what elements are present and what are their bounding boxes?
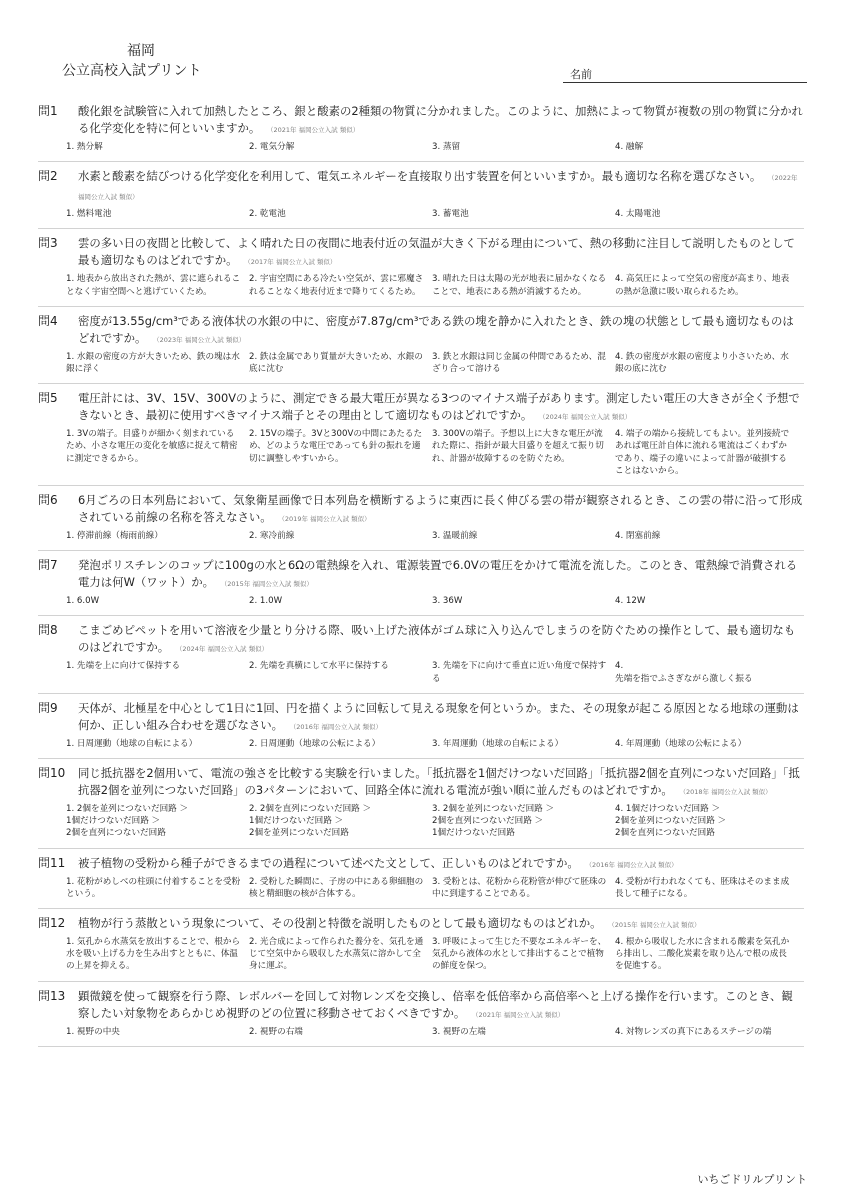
answer-option[interactable]: 4. 閉塞前線 — [615, 531, 661, 542]
question-body: 被子植物の受粉から種子ができるまでの過程について述べた文として、正しいものはどれですか。 — [78, 855, 579, 870]
answer-option[interactable]: 4. 根から吸収した水に含まれる酸素を気孔から排出し、二酸化炭素を取り込んで根の成長を促進する。 — [615, 937, 790, 972]
question-source: （2016年 福岡公立入試 類似） — [588, 860, 678, 869]
answer-option[interactable]: 4. 1個だけつないだ回路 ＞ 2個を並列につないだ回路 ＞ 2個を直列につないだ回路 — [615, 804, 727, 839]
question-text — [78, 313, 804, 349]
answer-option[interactable]: 2. 鉄は金属であり質量が大きいため、水銀の底に沈む — [249, 351, 423, 375]
question-number: 問10 — [38, 766, 66, 781]
answer-option[interactable]: 3. 鉄と水銀は同じ金属の仲間であるため、混ざり合って溶ける — [432, 351, 606, 375]
question-header — [38, 313, 804, 349]
question-header — [38, 988, 804, 1024]
question-source: （2017年 福岡公立入試 類似） — [247, 258, 337, 267]
question-source: （2018年 福岡公立入試 類似） — [682, 788, 772, 797]
answer-option[interactable]: 2. 受粉した瞬間に、子房の中にある卵細胞の核と精細胞の核が合体する。 — [249, 876, 424, 899]
question-number: 問3 — [38, 236, 58, 251]
question-text — [78, 557, 804, 593]
question-number: 問6 — [38, 493, 58, 508]
question-number: 問9 — [38, 700, 58, 715]
question-body: 酸化銀を試験管に入れて加熱したところ、銀と酸素の2種類の物質に分かれました。このように、加熱によって物質が複数の別の物質に分かれる化学変化を特に何といいますか。 — [78, 104, 803, 135]
answer-option[interactable]: 2. 1.0W — [249, 596, 283, 607]
answer-option[interactable]: 1. 花粉がめしべの柱頭に付着することを受粉という。 — [66, 876, 241, 899]
answer-option[interactable]: 1. 6.0W — [66, 596, 100, 607]
question-header — [38, 765, 804, 801]
question-text — [78, 235, 804, 271]
question-number: 問7 — [38, 558, 58, 573]
answer-options — [66, 595, 804, 607]
answer-option[interactable]: 2. 先端を真横にして水平に保持する — [249, 661, 389, 672]
question-source: （2021年 福岡公立入試 類似） — [475, 1010, 565, 1019]
answer-options — [66, 1026, 804, 1038]
answer-option[interactable]: 3. 先端を下に向けて垂直に近い角度で保持する — [432, 661, 607, 684]
name-input-line[interactable] — [563, 82, 807, 83]
header-prefecture: 福岡 — [127, 43, 155, 59]
question-body: 電圧計には、3V、15V、300Vのように、測定できる最大電圧が異なる3つのマイナス端子があります。測定したい電圧の大きさが全く予想できないとき、最初に使用すべきマイナス端子とその理由として適切なものはどれですか。 — [78, 391, 800, 423]
answer-option[interactable]: 1. 日周運動（地球の自転による） — [66, 738, 198, 749]
answer-option[interactable]: 2. 寒冷前線 — [249, 531, 295, 542]
question-block — [38, 97, 804, 162]
question-source: （2015年 福岡公立入試 類似） — [224, 580, 313, 589]
question-text — [78, 492, 804, 528]
question-header — [38, 855, 804, 874]
question-body: 同じ抵抗器を2個用いて、電流の強さを比較する実験を行いました。「抵抗器を1個だけつないだ回路」「抵抗器2個を直列につないだ回路」「抵抗器2個を並列につないだ回路」の3パターンにおいて、回路全体に流れる電流が強い順に並んだものはどれですか。 — [78, 766, 800, 798]
question-block — [38, 384, 804, 486]
answer-options — [66, 208, 804, 220]
question-text — [78, 765, 804, 801]
answer-option[interactable]: 1. 視野の中央 — [66, 1026, 120, 1037]
answer-option[interactable]: 2. 視野の右端 — [249, 1026, 303, 1037]
name-label: 名前 — [570, 68, 592, 81]
question-header — [38, 557, 804, 593]
answer-option[interactable]: 3. 年周運動（地球の自転による） — [432, 738, 564, 749]
answer-options — [66, 351, 804, 375]
question-block — [38, 759, 804, 849]
question-block — [38, 694, 804, 759]
question-list — [38, 97, 804, 1047]
answer-option[interactable]: 1. 燃料電池 — [66, 209, 112, 220]
page-title: 公立高校入試プリント — [62, 63, 202, 79]
question-number: 問8 — [38, 623, 58, 638]
question-header — [38, 492, 804, 528]
question-header — [38, 700, 804, 736]
answer-option[interactable]: 2. 光合成によって作られた養分を、気孔を通じて空気中から吸収した水蒸気に溶かして全身に運ぶ。 — [249, 937, 424, 972]
question-text — [78, 700, 804, 736]
answer-option[interactable]: 2. 2個を直列につないだ回路 ＞ 1個だけつないだ回路 ＞ 2個を並列につないだ回路 — [249, 804, 372, 839]
question-number: 問2 — [38, 169, 58, 184]
question-block — [38, 307, 804, 384]
question-header — [38, 915, 804, 934]
question-block — [38, 616, 804, 693]
answer-option[interactable]: 3. 呼吸によって生じた不要なエネルギーを、気孔から液体の水として排出することで植物の鮮度を保つ。 — [432, 937, 607, 972]
question-text — [78, 915, 804, 934]
answer-option[interactable]: 1. 2個を並列につないだ回路 ＞ 1個だけつないだ回路 ＞ 2個を直列につないだ回路 — [66, 804, 189, 839]
answer-option[interactable]: 3. 晴れた日は太陽の光が地表に届かなくなることで、地表にある熱が消滅するため。 — [432, 274, 607, 297]
question-text — [78, 390, 804, 426]
answer-option[interactable]: 2. 電気分解 — [249, 142, 295, 152]
question-source: （2015年 福岡公立入試 類似） — [611, 921, 701, 930]
question-number: 問11 — [38, 855, 66, 870]
answer-options — [66, 141, 804, 153]
footer-brand: いちごドリルプリント — [697, 1173, 807, 1186]
question-number: 問12 — [38, 916, 66, 931]
question-body: 雲の多い日の夜間と比較して、よく晴れた日の夜間に地表付近の気温が大きく下がる理由について、熱の移動に注目して説明したものとして最も適切なものはどれですか。 — [78, 236, 795, 268]
answer-option[interactable]: 4. 受粉が行われなくても、胚珠はそのまま成長して種子になる。 — [615, 876, 790, 899]
question-source: （2021年 福岡公立入試 類似） — [270, 126, 360, 134]
answer-option[interactable]: 3. 温暖前線 — [432, 531, 478, 542]
question-number: 問13 — [38, 988, 66, 1003]
answer-option[interactable]: 3. 視野の左端 — [432, 1026, 486, 1037]
answer-options — [66, 428, 804, 477]
question-header — [38, 103, 804, 139]
question-block — [38, 229, 804, 306]
answer-option[interactable]: 4. 高気圧によって空気の密度が高まり、地表の熱が急激に吸い取られるため。 — [615, 274, 790, 297]
question-body: こまごめピペットを用いて溶液を少量とり分ける際、吸い上げた液体がゴム球に入り込んでしまうのを防ぐための操作として、最も適切なものはどれですか。 — [78, 623, 796, 655]
question-text — [78, 988, 804, 1024]
answer-option[interactable]: 3. 受粉とは、花粉から花粉管が伸びて胚珠の中に到達することである。 — [432, 876, 607, 899]
question-block — [38, 551, 804, 616]
answer-option[interactable]: 1. 地表から放出された熱が、雲に遮られることなく宇宙空間へと逃げていくため。 — [66, 274, 241, 297]
answer-option[interactable]: 1. 熱分解 — [66, 142, 103, 152]
question-header — [38, 622, 804, 658]
question-block — [38, 909, 804, 982]
question-body: 顕微鏡を使って観察を行う際、レボルバーを回して対物レンズを交換し、倍率を低倍率から高倍率へと上げる操作を行います。このとき、観察したい対象物をあらかじめ視野のどの位置に移動させておくべきですか。 — [78, 988, 793, 1020]
question-source: （2019年 福岡公立入試 類似） — [281, 515, 371, 524]
answer-option[interactable]: 4. 太陽電池 — [615, 209, 661, 220]
answer-option[interactable]: 4. 鉄の密度が水銀の密度より小さいため、水銀の底に沈む — [615, 351, 789, 375]
answer-option[interactable]: 4. 融解 — [615, 142, 644, 152]
question-number: 問1 — [38, 104, 58, 118]
question-body: 植物が行う蒸散という現象について、その役割と特徴を説明したものとして最も適切なものはどれか。 — [78, 916, 602, 931]
question-number: 問5 — [38, 391, 58, 406]
question-source: （2022年 福岡公立入試 類似） — [78, 174, 798, 202]
answer-option[interactable]: 4. 年周運動（地球の公転による） — [615, 738, 747, 749]
answer-option[interactable]: 3. 36W — [432, 596, 463, 607]
question-header — [38, 168, 804, 206]
question-text — [78, 168, 804, 206]
answer-option[interactable]: 2. 宇宙空間にある冷たい空気が、雲に邪魔されることなく地表付近まで降りてくるため。 — [249, 274, 424, 297]
question-body: 発泡ポリスチレンのコップに100gの水と6Ωの電熱線を入れ、電源装置で6.0Vの電圧をかけて電流を流した。このとき、電熱線で消費される電力は何W（ワット）か。 — [78, 558, 798, 590]
question-source: （2024年 福岡公立入試 類似） — [542, 413, 632, 422]
question-block — [38, 849, 804, 909]
answer-option[interactable]: 4. 端子の端から接続してもよい。並列接続であれば電圧計自体に流れる電流はごくわずかであり、端子の違いによって計器が破損することはないから。 — [615, 429, 790, 476]
question-source: （2024年 福岡公立入試 類似） — [179, 645, 269, 654]
question-block — [38, 982, 804, 1047]
question-source: （2016年 福岡公立入試 類似） — [293, 722, 382, 731]
answer-options — [66, 660, 804, 684]
answer-option[interactable]: 3. 蓄電池 — [432, 209, 469, 220]
answer-option[interactable]: 3. 蒸留 — [432, 142, 461, 152]
question-text — [78, 622, 804, 658]
answer-option[interactable]: 3. 2個を並列につないだ回路 ＞ 2個を直列につないだ回路 ＞ 1個だけつないだ回路 — [432, 804, 555, 839]
answer-option[interactable]: 2. 日周運動（地球の公転による） — [249, 738, 381, 749]
answer-option[interactable]: 1. 停滞前線（梅雨前線） — [66, 531, 163, 542]
answer-options — [66, 738, 804, 750]
answer-options — [66, 876, 804, 900]
question-text — [78, 103, 804, 139]
answer-options — [66, 803, 804, 840]
answer-option[interactable]: 1. 3Vの端子。目盛りが細かく刻まれているため、小さな電圧の変化を敏感に捉えて精密に測定できるから。 — [66, 429, 238, 464]
answer-options — [66, 273, 804, 297]
question-block — [38, 162, 804, 229]
answer-option[interactable]: 4. 12W — [615, 596, 646, 607]
question-text — [78, 855, 804, 874]
answer-option[interactable]: 1. 気孔から水蒸気を放出することで、根から水を吸い上げる力を生み出すとともに、体温の上昇を抑える。 — [66, 937, 241, 972]
question-header — [38, 235, 804, 271]
answer-option[interactable]: 4. 先端を指でふさぎながら激しく振る — [615, 661, 753, 684]
answer-option[interactable]: 2. 乾電池 — [249, 209, 286, 220]
question-body: 密度が13.55g/cm³である液体状の水銀の中に、密度が7.87g/cm³である鉄の塊を静かに入れたとき、鉄の塊の状態として最も適切なものはどれですか。 — [78, 313, 794, 345]
question-body: 天体が、北極星を中心として1日に1回、円を描くように回転して見える現象を何というか。また、その現象が起こる原因となる地球の運動は何か、正しい組み合わせを選びなさい。 — [78, 700, 799, 732]
question-header — [38, 390, 804, 426]
question-body: 6月ごろの日本列島において、気象衛星画像で日本列島を横断するように東西に長く伸びる雲の帯が観察されるとき、この雲の帯に沿って形成されている前線の名称を答えなさい。 — [78, 493, 803, 525]
answer-option[interactable]: 3. 300Vの端子。予想以上に大きな電圧が流れた際に、指針が最大目盛りを超えて振り切れ、計器が故障するのを防ぐため。 — [432, 429, 604, 464]
question-source: （2023年 福岡公立入試 類似） — [156, 335, 246, 344]
question-number: 問4 — [38, 313, 58, 328]
answer-option[interactable]: 2. 15Vの端子。3Vと300Vの中間にあたるため、どのような電圧であっても針の振れを適切に調整しやすいから。 — [249, 429, 423, 464]
question-body: 水素と酸素を結びつける化学変化を利用して、電気エネルギーを直接取り出す装置を何といいますか。最も適切な名称を選びなさい。 — [78, 169, 762, 184]
answer-option[interactable]: 1. 先端を上に向けて保持する — [66, 661, 181, 672]
answer-option[interactable]: 4. 対物レンズの真下にあるステージの端 — [615, 1026, 772, 1037]
question-block — [38, 486, 804, 551]
answer-options — [66, 530, 804, 542]
answer-option[interactable]: 1. 水銀の密度の方が大きいため、鉄の塊は水銀に浮く — [66, 351, 240, 375]
answer-options — [66, 936, 804, 973]
